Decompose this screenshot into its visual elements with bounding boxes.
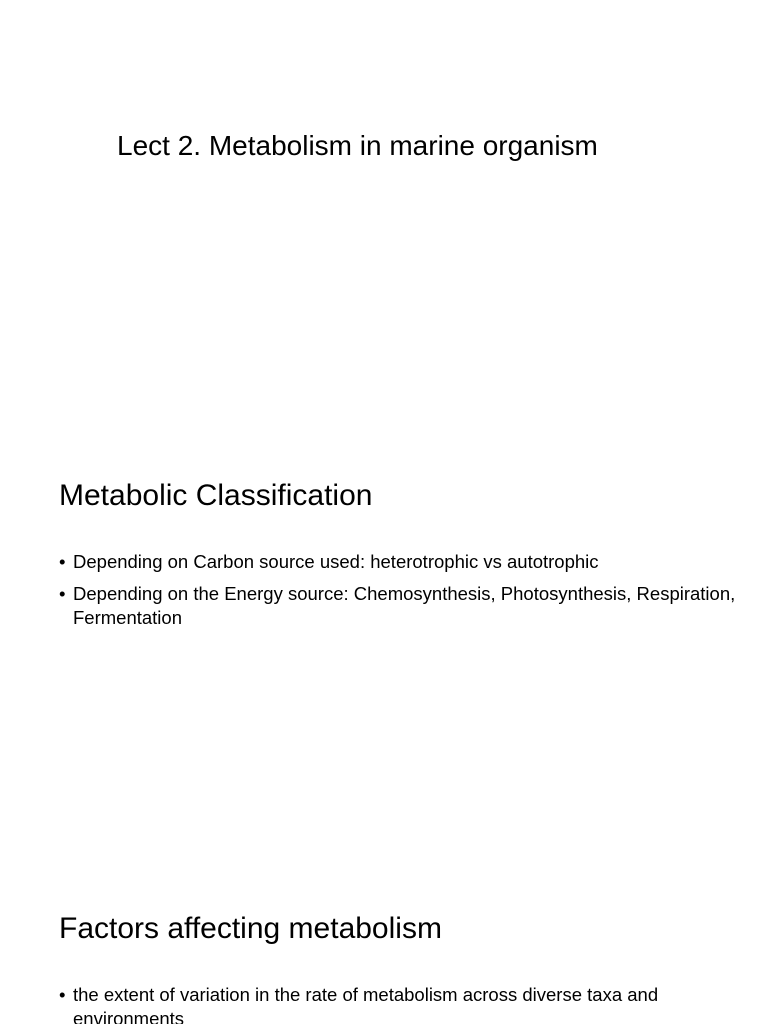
bullet-list — [59, 550, 739, 638]
bullet-dot-icon: • — [59, 984, 66, 1005]
bullet-text: the extent of variation in the rate of metabolism across diverse taxa and environments — [73, 984, 659, 1024]
bullet-text: Depending on Carbon source used: heterotrophic vs autotrophic — [73, 551, 599, 572]
bullet-item — [59, 582, 739, 630]
lecture-title: Lect 2. Metabolism in marine organism — [117, 130, 598, 161]
bullet-dot-icon: • — [59, 583, 66, 604]
slide-metabolic-classification — [0, 432, 768, 864]
slide-factors-affecting-metabolism — [0, 864, 768, 1024]
bullet-text: Depending on the Energy source: Chemosynthesis, Photosynthesis, Respiration, Fermentation — [73, 583, 736, 628]
bullet-item — [59, 550, 739, 574]
section-heading: Metabolic Classification — [59, 479, 373, 512]
slide-title — [0, 0, 768, 432]
bullet-dot-icon: • — [59, 551, 66, 572]
bullet-list — [59, 983, 739, 1024]
section-heading: Factors affecting metabolism — [59, 912, 442, 945]
bullet-item — [59, 983, 739, 1024]
